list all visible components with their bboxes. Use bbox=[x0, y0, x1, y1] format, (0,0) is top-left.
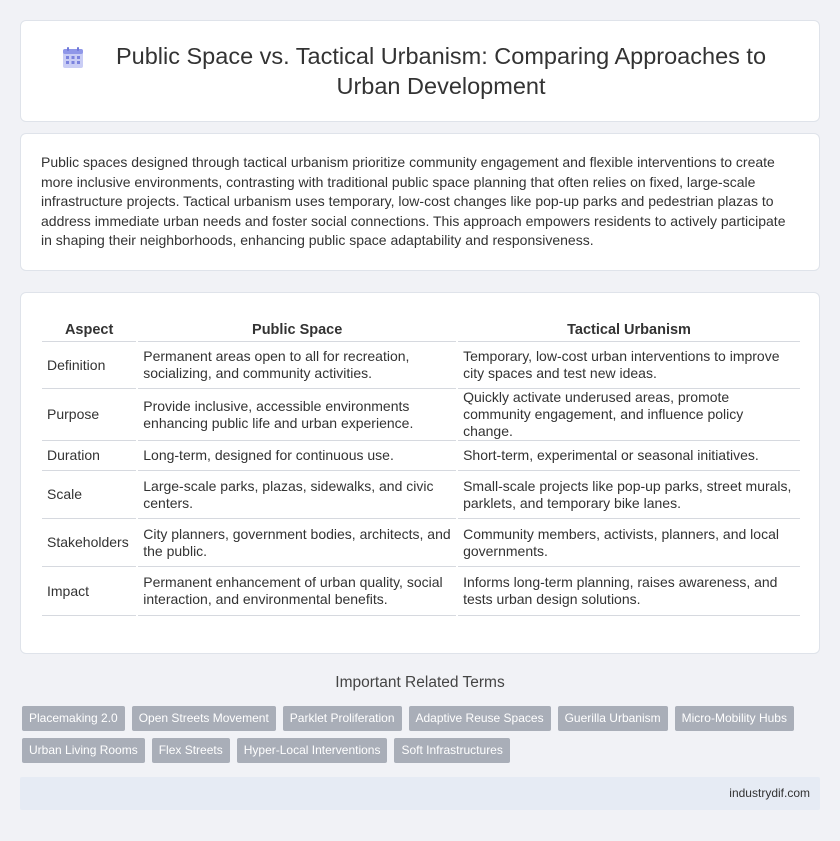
tag-soft-infrastructures[interactable]: Soft Infrastructures bbox=[394, 738, 509, 763]
related-terms-heading: Important Related Terms bbox=[335, 674, 505, 691]
table-header-row bbox=[42, 313, 800, 342]
comparison-table bbox=[40, 313, 802, 616]
row-tactical: Informs long-term planning, raises awareness, and tests urban design solutions. bbox=[458, 567, 800, 616]
row-tactical: Short-term, experimental or seasonal initiatives. bbox=[458, 441, 800, 471]
intro-paragraph: Public spaces designed through tactical urbanism prioritize community engagement and flexible interventions to create more inclusive environments, contrasting with traditional public space planning that often relies on fixed, large-scale infrastructure projects. Tactical urbanism uses temporary, low-cost changes like pop-up parks and pedestrian plazas to address immediate urban needs and foster social connections. This approach empowers residents to actively participate in shaping their neighborhoods, enhancing public space adaptability and responsiveness. bbox=[41, 154, 786, 249]
table-row bbox=[42, 441, 800, 471]
footer bbox=[20, 777, 820, 810]
page-title: Public Space vs. Tactical Urbanism: Comparing Approaches to Urban Development bbox=[115, 43, 767, 99]
row-public-space: Permanent areas open to all for recreation, socializing, and community activities. bbox=[138, 342, 456, 389]
related-terms-tags bbox=[22, 706, 812, 770]
header-public-space: Public Space bbox=[138, 313, 456, 342]
tag-placemaking[interactable]: Placemaking 2.0 bbox=[22, 706, 125, 731]
row-aspect: Impact bbox=[42, 567, 136, 616]
table-row bbox=[42, 567, 800, 616]
row-tactical: Community members, activists, planners, and local governments. bbox=[458, 519, 800, 567]
tag-adaptive-reuse[interactable]: Adaptive Reuse Spaces bbox=[409, 706, 551, 731]
row-aspect: Scale bbox=[42, 471, 136, 519]
tag-guerilla-urbanism[interactable]: Guerilla Urbanism bbox=[558, 706, 668, 731]
row-tactical: Small-scale projects like pop-up parks, street murals, parklets, and temporary bike lanes. bbox=[458, 471, 800, 519]
table-row bbox=[42, 342, 800, 389]
tag-hyper-local[interactable]: Hyper-Local Interventions bbox=[237, 738, 388, 763]
row-aspect: Definition bbox=[42, 342, 136, 389]
table-row bbox=[42, 519, 800, 567]
row-public-space: Permanent enhancement of urban quality, social interaction, and environmental benefits. bbox=[138, 567, 456, 616]
row-public-space: Long-term, designed for continuous use. bbox=[138, 441, 456, 471]
row-public-space: City planners, government bodies, architects, and the public. bbox=[138, 519, 456, 567]
tag-urban-living-rooms[interactable]: Urban Living Rooms bbox=[22, 738, 145, 763]
header-aspect: Aspect bbox=[42, 313, 136, 342]
row-tactical: Temporary, low-cost urban interventions to improve city spaces and test new ideas. bbox=[458, 342, 800, 389]
title-card bbox=[20, 20, 820, 122]
table-row bbox=[42, 389, 800, 441]
comparison-card bbox=[20, 292, 820, 654]
tag-row bbox=[22, 738, 812, 763]
calendar-icon bbox=[61, 46, 85, 70]
tag-parklet[interactable]: Parklet Proliferation bbox=[283, 706, 402, 731]
tag-open-streets[interactable]: Open Streets Movement bbox=[132, 706, 276, 731]
row-public-space: Large-scale parks, plazas, sidewalks, and civic centers. bbox=[138, 471, 456, 519]
footer-site-link[interactable]: industrydif.com bbox=[729, 786, 810, 800]
row-aspect: Stakeholders bbox=[42, 519, 136, 567]
title-wrap bbox=[21, 21, 819, 121]
row-aspect: Duration bbox=[42, 441, 136, 471]
tag-flex-streets[interactable]: Flex Streets bbox=[152, 738, 230, 763]
row-tactical: Quickly activate underused areas, promote community engagement, and influence policy change. bbox=[458, 389, 800, 441]
tag-micro-mobility[interactable]: Micro-Mobility Hubs bbox=[675, 706, 794, 731]
row-aspect: Purpose bbox=[42, 389, 136, 441]
header-tactical-urbanism: Tactical Urbanism bbox=[458, 313, 800, 342]
intro-card bbox=[20, 133, 820, 271]
tag-row bbox=[22, 706, 812, 731]
table-row bbox=[42, 471, 800, 519]
row-public-space: Provide inclusive, accessible environments enhancing public life and urban experience. bbox=[138, 389, 456, 441]
